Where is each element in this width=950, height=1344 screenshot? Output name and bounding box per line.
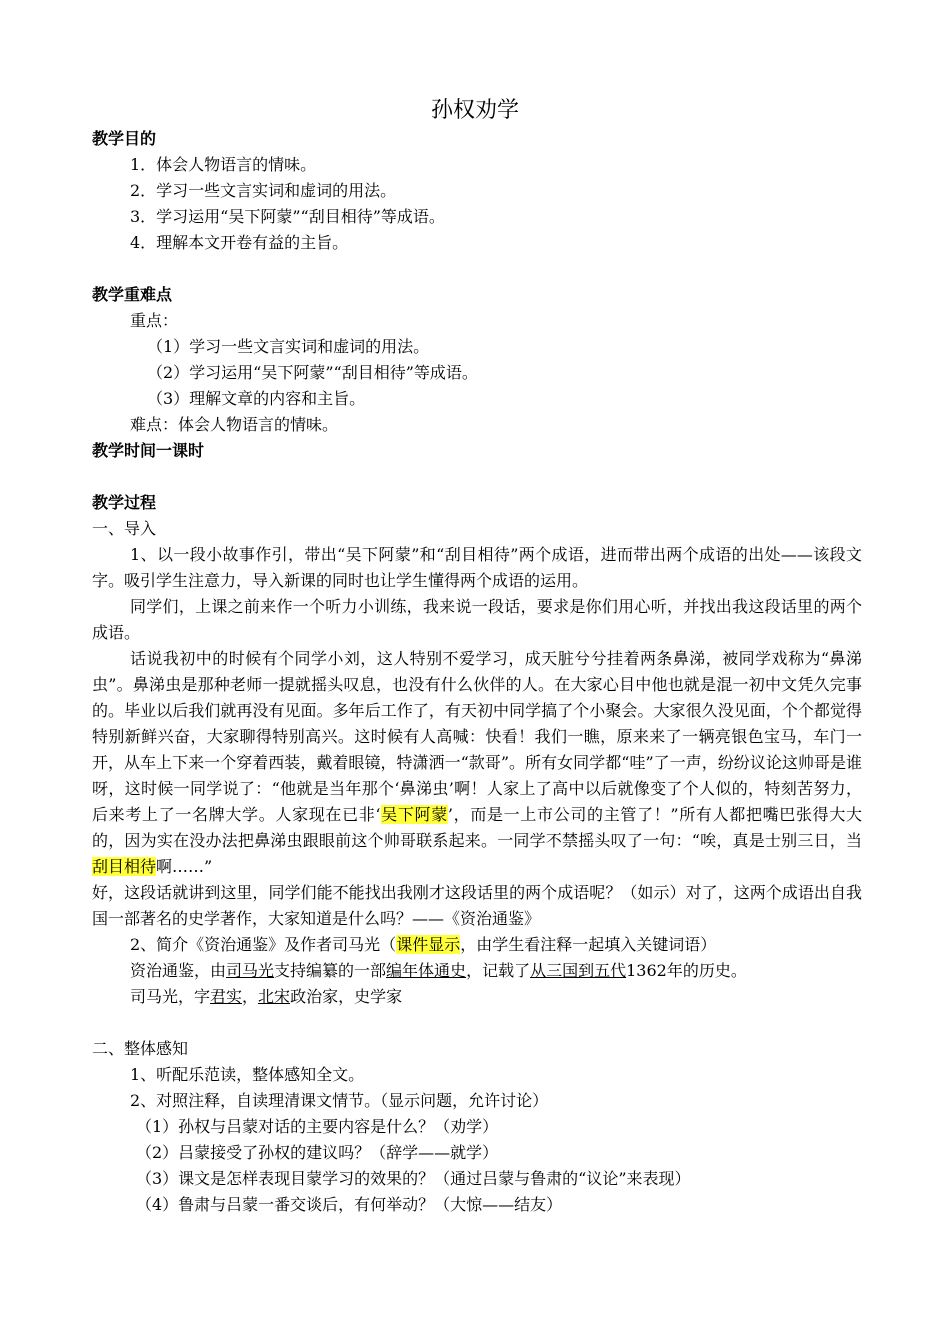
keypoint-item: （2）学习运用“吴下阿蒙”“刮目相待”等成语。 xyxy=(147,363,478,382)
question-paragraph: 好，这段话就讲到这里，同学们能不能找出我刚才这段话里的两个成语呢？（如示）对了，这两个成语出自我国一部著名的史学著作，大家知道是什么吗？——《资治通鉴》 xyxy=(92,883,862,928)
difficulty-line: 难点：体会人物语言的情味。 xyxy=(130,415,339,434)
time-heading: 教学时间一课时 xyxy=(92,441,205,460)
text-span: 2、简介《资治通鉴》及作者司马光（ xyxy=(130,935,397,954)
story-paragraph xyxy=(92,646,862,880)
document-title: 孙权劝学 xyxy=(430,98,519,123)
objective-item: 4．理解本文开卷有益的主旨。 xyxy=(130,233,349,252)
text-span: 支持编纂的一部 xyxy=(274,961,387,980)
keypoints-heading: 教学重难点 xyxy=(92,285,173,304)
story-text: ’，而是一上市公司的主管了！”所有人都把嘴巴张得大大的，因为实在没办法把鼻涕虫跟眼前这个帅哥联系起来。一同学不禁摇头叹了一句：“唉，真是士别三日，当 xyxy=(92,805,862,850)
process-heading: 教学过程 xyxy=(92,493,157,512)
courseware-highlight: 课件显示 xyxy=(396,935,461,954)
fill-answer: 从三国到五代 xyxy=(530,961,627,980)
fill-answer: 编年体通史 xyxy=(386,961,467,980)
section2-heading: 二、整体感知 xyxy=(92,1039,189,1058)
text-span: ， xyxy=(242,987,259,1006)
idiom-highlight: 吴下阿蒙 xyxy=(380,805,448,824)
objective-item: 3．学习运用“吴下阿蒙”“刮目相待”等成语。 xyxy=(130,207,445,226)
fill-answer: 君实 xyxy=(210,987,243,1006)
intro-paragraph: 1、以一段小故事作引，带出“吴下阿蒙”和“刮目相待”两个成语，进而带出两个成语的出处——该段文字。吸引学生注意力，导入新课的同时也让学生懂得两个成语的运用。 xyxy=(92,545,862,590)
objectives-heading: 教学目的 xyxy=(92,129,157,148)
idiom-highlight: 刮目相待 xyxy=(92,857,157,876)
document-body xyxy=(92,126,862,1218)
text-span: 资治通鉴，由 xyxy=(130,961,227,980)
intro-book-line xyxy=(92,932,862,958)
teacher-paragraph: 同学们，上课之前来作一个听力小训练，我来说一段话，要求是你们用心听，并找出我这段话里的两个成语。 xyxy=(92,597,862,642)
text-span: ，由学生看注释一起填入关键词语） xyxy=(460,935,717,954)
section1-heading: 一、导入 xyxy=(92,519,157,538)
book-info-line xyxy=(92,958,862,984)
question-item: （3）课文是怎样表现目蒙学习的效果的？（通过吕蒙与鲁肃的“议论”来表现） xyxy=(136,1169,691,1188)
fill-answer: 司马光 xyxy=(226,961,275,980)
keypoint-item: （3）理解文章的内容和主旨。 xyxy=(147,389,366,408)
text-span: ，记载了 xyxy=(466,961,531,980)
author-info-line xyxy=(92,984,862,1010)
text-span: 1362年的历史。 xyxy=(626,961,747,980)
step-line: 2、对照注释，自读理清课文情节。（显示问题，允许讨论） xyxy=(130,1091,549,1110)
text-span: 司马光，字 xyxy=(130,987,211,1006)
fill-answer: 北宋 xyxy=(258,987,291,1006)
question-item: （2）吕蒙接受了孙权的建议吗？（辞学——就学） xyxy=(136,1143,499,1162)
objective-item: 2．学习一些文言实词和虚词的用法。 xyxy=(130,181,397,200)
question-item: （4）鲁肃与吕蒙一番交谈后，有何举动？（大惊——结友） xyxy=(136,1195,563,1214)
key-label: 重点： xyxy=(130,311,179,330)
objective-item: 1．体会人物语言的情味。 xyxy=(130,155,317,174)
keypoint-item: （1）学习一些文言实词和虚词的用法。 xyxy=(147,337,430,356)
step-line: 1、听配乐范读，整体感知全文。 xyxy=(130,1065,365,1084)
story-text: 话说我初中的时候有个同学小刘，这人特别不爱学习，成天脏兮兮挂着两条鼻涕，被同学戏称为“鼻涕虫”。鼻涕虫是那种老师一提就摇头叹息，也没有什么伙伴的人。在大家心目中他也就是混一初中文凭久完事的。毕业以后我们就再没有见面。多年后工作了，有天初中同学搞了个小聚会。大家很久没见面，个个都觉得特别新鲜兴奋，大家聊得特别高兴。这时候有人高喊：快看！我们一瞧，原来来了一辆亮银色宝马，车门一开，从车上下来一个穿着西装，戴着眼镜，特潇洒一“款哥”。所有女同学都“哇”了一声，纷纷议论这帅哥是谁呀，这时候一同学说了：“他就是当年那个‘鼻涕虫’啊！人家上了高中以后就像变了个人似的，特刻苦努力，后来考上了一名牌大学。人家现在已非‘ xyxy=(92,649,862,824)
story-text: 啊……” xyxy=(156,857,213,876)
text-span: 政治家，史学家 xyxy=(290,987,403,1006)
question-item: （1）孙权与吕蒙对话的主要内容是什么？（劝学） xyxy=(136,1117,499,1136)
